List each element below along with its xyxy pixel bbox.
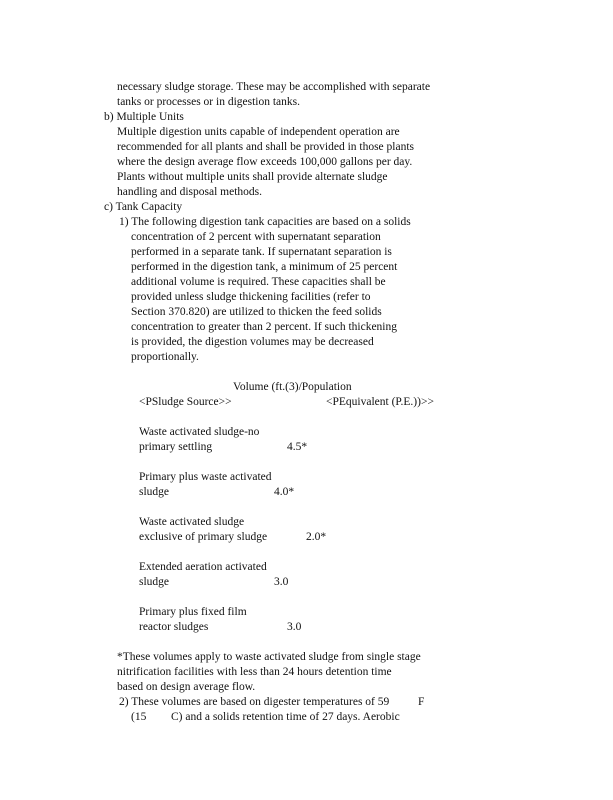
row-source-line2: exclusive of primary sludge <box>139 531 268 543</box>
section-b-line: handling and disposal methods. <box>117 186 263 198</box>
item1-line: 1) The following digestion tank capacities are based on a solids <box>119 216 411 228</box>
item1-line: concentration of 2 percent with supernatant separation <box>131 231 381 243</box>
item1-line: performed in the digestion tank, a minimum of 25 percent <box>131 261 398 273</box>
item1-line: concentration to greater than 2 percent. If such thickening <box>131 321 397 333</box>
item1-line: proportionally. <box>131 351 199 363</box>
intro-line: necessary sludge storage. These may be accomplished with separate <box>117 81 431 93</box>
section-c-heading: c) Tank Capacity <box>104 201 183 213</box>
row-value: 3.0 <box>287 621 302 633</box>
intro-line: tanks or processes or in digestion tanks. <box>117 96 301 108</box>
row-value: 2.0* <box>306 531 327 543</box>
table-header-volume: Volume (ft.(3)/Population <box>233 381 352 393</box>
section-b-line: recommended for all plants and shall be provided in those plants <box>117 141 415 153</box>
row-source-line1: Primary plus fixed film <box>139 606 247 618</box>
section-b-line: Multiple digestion units capable of independent operation are <box>117 126 400 138</box>
item2-line: 2) These volumes are based on digester temperatures of 59 <box>119 696 390 708</box>
item1-line: additional volume is required. These capacities shall be <box>131 276 386 288</box>
table-header-source: <PSludge Source>> <box>139 396 232 408</box>
table-header-pe: <PEquivalent (P.E.))>> <box>326 396 434 408</box>
section-b-heading: b) Multiple Units <box>104 111 184 123</box>
row-source-line2: sludge <box>139 486 170 498</box>
row-value: 3.0 <box>274 576 289 588</box>
item1-line: provided unless sludge thickening facilities (refer to <box>131 291 371 303</box>
item1-line: is provided, the digestion volumes may be decreased <box>131 336 374 348</box>
row-source-line2: sludge <box>139 576 170 588</box>
item2-temp-unit: F <box>418 696 425 708</box>
row-source-line1: Primary plus waste activated <box>139 471 272 483</box>
section-b-line: where the design average flow exceeds 100,000 gallons per day. <box>117 156 413 168</box>
row-value: 4.5* <box>287 441 308 453</box>
row-source-line2: primary settling <box>139 441 213 453</box>
item1-line: performed in a separate tank. If supernatant separation is <box>131 246 392 258</box>
item2-open-paren: (15 <box>131 711 147 723</box>
section-b-line: Plants without multiple units shall provide alternate sludge <box>117 171 388 183</box>
row-value: 4.0* <box>274 486 295 498</box>
footnote-line: *These volumes apply to waste activated sludge from single stage <box>117 651 421 663</box>
row-source-line1: Extended aeration activated <box>139 561 267 573</box>
row-source-line1: Waste activated sludge <box>139 516 245 528</box>
footnote-line: nitrification facilities with less than 24 hours detention time <box>117 666 392 678</box>
row-source-line1: Waste activated sludge-no <box>139 426 260 438</box>
item2-line: C) and a solids retention time of 27 days. Aerobic <box>171 711 400 723</box>
footnote-line: based on design average flow. <box>117 681 256 693</box>
row-source-line2: reactor sludges <box>139 621 209 633</box>
item1-line: Section 370.820) are utilized to thicken the feed solids <box>131 306 382 318</box>
